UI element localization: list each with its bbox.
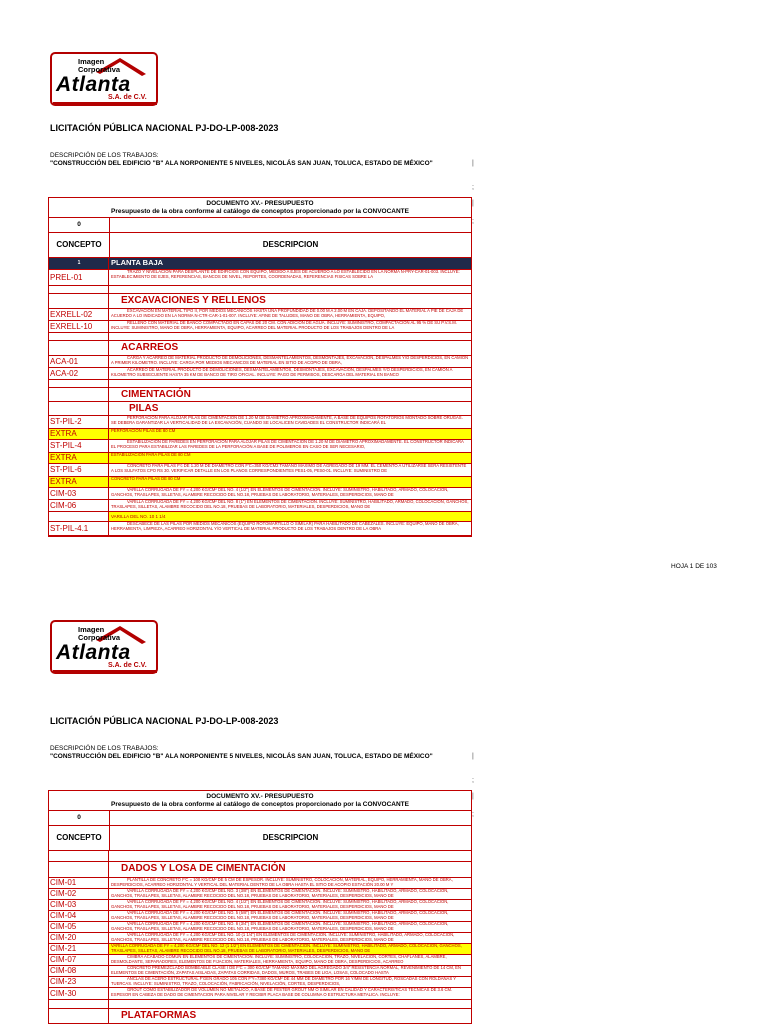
- concept-code: [49, 851, 109, 861]
- concept-code: [49, 402, 109, 415]
- concept-description: VARILLA CORRUGADA DE FY = 4,200 KG/CM² DEL NO. 12 (1 1/2") EN ELEMENTOS DE CIMENTACION. INCLUYE: SUMINISTRO, HABILITADO, ARMADO, COLOCACIÓN, GANCHOS, TRASLAPES, SILLETAS, ALAMBRE RECOCIDO DEL NO.18, PRUEBAS DE LABORATORIO, MATERIALES, DESPERDICIOS, MANO DE: [109, 944, 471, 954]
- concept-code: CIM-04: [49, 911, 109, 921]
- column-descripcion: DESCRIPCION: [262, 833, 319, 842]
- concept-code: CIM-06: [49, 500, 109, 511]
- column-concepto: CONCEPTO: [49, 826, 110, 850]
- table-row: [49, 933, 471, 944]
- concept-description: VARILLA CORRUGADA DE FY = 4,200 KG/CM² DEL NO. 4 (1/2") EN ELEMENTOS DE CIMENTACION. INCLUYE: SUMINISTRO, HABILITADO, ARMADO, COLOCACIÓN, GANCHOS, TRASLAPES, SILLETAS, ALAMBRE RECOCIDO DEL NO.18, PRUEBAS DE LABORATORIO, MATERIALES, DESPERDICIOS, MANO DE: [111, 488, 449, 497]
- concept-code: CIM-23: [49, 977, 109, 987]
- concept-description: ESTABILIZACION DE PAREDES EN PERFORACION PARA ALOJAR PILAS DE CIMENTACION DE 1.20 M DE DIAMETRO APROXIMADAMENTE. EL CONSTRUCTOR INDICARA EL PROCESO PARA ESTABILIZAR LAS PAREDES DE LA PERFORACIÓN A BASE DE POLIMEROS EN CASO DE SER NECESARIO,: [111, 440, 464, 449]
- concept-code: [49, 380, 109, 387]
- table-row: [49, 522, 471, 536]
- concept-description: VARILLA CORRUGADA DE FY = 4,200 KG/CM² DEL NO. 3 (3/8") EN ELEMENTOS DE CIMENTACION. INCLUYE: SUMINISTRO, HABILITADO, ARMADO, COLOCACIÓN, GANCHOS, TRASLAPES, SILLETAS, ALAMBRE RECOCIDO DEL NO.18, PRUEBAS DE LABORATORIO, MATERIALES, DESPERDICIOS, MANO DE: [111, 889, 449, 898]
- document-subtitle: Presupuesto de la obra conforme al catálogo de conceptos proporcionado por la CONVOCANTE: [111, 207, 409, 215]
- tender-title: LICITACIÓN PÚBLICA NACIONAL PJ-DO-LP-008-2023: [50, 716, 279, 726]
- works-description-label: DESCRIPCIÓN DE LOS TRABAJOS:: [50, 152, 159, 159]
- table-row: [49, 380, 471, 388]
- logo-text-atlanta: Atlanta: [56, 73, 131, 96]
- concept-code: EXRELL-10: [49, 321, 109, 332]
- concept-description: VARILLA CORRUGADA DE FY = 4,200 KG/CM² DEL NO. 4 (1/2") EN ELEMENTOS DE CIMENTACION. INCLUYE: SUMINISTRO, HABILITADO, ARMADO, COLOCACIÓN, GANCHOS, TRASLAPES, SILLETAS, ALAMBRE RECOCIDO DEL NO.18, PRUEBAS DE LABORATORIO, MATERIALES, DESPERDICIOS, MANO DE: [111, 900, 449, 909]
- logo-text-imagen: Imagen: [78, 57, 105, 66]
- concept-code: CIM-05: [49, 922, 109, 932]
- concept-description: VARILLA CORRUGADA DE FY = 4,200 KG/CM² DEL NO. 5 (5/8") EN ELEMENTOS DE CIMENTACION. INCLUYE: SUMINISTRO, HABILITADO, ARMADO, COLOCACIÓN, GANCHOS, TRASLAPES, SILLETAS, ALAMBRE RECOCIDO DEL NO.18, PRUEBAS DE LABORATORIO, MATERIALES, DESPERDICIOS, MANO DE: [111, 911, 449, 920]
- table-row: [49, 1000, 471, 1009]
- budget-table: [48, 197, 472, 537]
- document-title: DOCUMENTO XV.- PRESUPUESTO: [206, 793, 314, 800]
- table-row: [49, 464, 471, 477]
- concept-description: RELLENO CON MATERIAL DE BANCO COMPACTADO EN CAPAS DE 20 CM. CON ADICION DE AGUA. INCLUYE: SUMINISTRO, COMPACTACION AL 95 % DE SU P.V.S.M. INCLUYE: SUMINISTRO, MANO DE OBRA, HERRAMIENTA, EQUIPO, ACARREO DEL MATERIAL PRODUCTO DE LOS TRABAJOS DENTRO DE LA: [111, 321, 457, 330]
- tender-title: LICITACIÓN PÚBLICA NACIONAL PJ-DO-LP-008-2023: [50, 123, 279, 133]
- concept-code: CIM-03: [49, 900, 109, 910]
- table-row: [49, 977, 471, 988]
- side-mark: ;: [472, 777, 474, 784]
- concept-code: PREL-01: [49, 270, 109, 285]
- table-zero-row: [49, 218, 471, 233]
- concept-code: [49, 1009, 109, 1023]
- side-mark: |: [472, 160, 474, 167]
- concept-description: CIMBRA ACABADO COMUN EN ELEMENTOS DE CIMENTACION. INCLUYE: SUMINISTRO, COLOCACIÓN, TRAZO, NIVELACION, CORTES, CHAFLANES, ALAMBRE, DESMOLDANTE, SEPARADORES, ELEMENTOS DE FIJACION, MATERIALES, HERRAMIENTA, EQUIPO, MANO DE OBRA, DESPERDICIOS, ACARREO: [111, 955, 447, 964]
- section-heading: PLATAFORMAS: [121, 1010, 197, 1021]
- concept-description: [109, 1000, 471, 1008]
- concept-code: CIM-03: [49, 488, 109, 499]
- table-row: [49, 900, 471, 911]
- works-description: "CONSTRUCCIÓN DEL EDIFICIO "B" ALA NORPONIENTE 5 NIVELES, NICOLÁS SAN JUAN, TOLUCA, ESTADO DE MÉXICO": [50, 753, 433, 760]
- table-row: [49, 922, 471, 933]
- side-mark: |: [472, 753, 474, 760]
- table-row: [49, 453, 471, 464]
- table-row: [49, 851, 471, 862]
- table-row: [49, 1009, 471, 1024]
- concept-description: [109, 333, 471, 340]
- concept-code: [49, 341, 109, 355]
- concept-description: ANCLAS DE ACERO ESTRUCTURAL F'GEN GRADO 105 CON F'Y=7380 KG/CM² DE 44 MM DE DIAMETRO POR 16 Y/MM DE LONGITUD, ROSCADAS CON ROLDANAS Y TUERCAS. INCLUYE: SUMINISTRO, TRAZO, COLOCACIÓN, FABRICACIÓN, NIVELACIÓN, CORTES, DESPERDICIOS,: [111, 977, 456, 986]
- concept-code: ST-PIL-6: [49, 464, 109, 476]
- side-mark: ;: [472, 184, 474, 191]
- zero-value: 0: [49, 811, 110, 825]
- concept-code: EXRELL-02: [49, 309, 109, 320]
- document-subtitle: Presupuesto de la obra conforme al catálogo de conceptos proporcionado por la CONVOCANTE: [111, 800, 409, 808]
- concept-description: PLANTILLA DE CONCRETO F'C = 100 KG/CM² DE 5 CM DE ESPESOR. INCLUYE: SUMINISTRO, COLOCACIÓN, MATERIAL, EQUIPO, HERRAMIENTA, MANO DE OBRA, DESPERDICIOS, ACARREO HORIZONTAL Y VERTICAL DEL MATERIAL DENTRO DE LA OBRA HASTA EL SITIO DE ACOPIO ESTACIÓN 20.00 M Y: [111, 878, 453, 887]
- logo-text-corporativa: Corporativa: [78, 633, 121, 642]
- concept-code: EXTRA: [49, 477, 109, 487]
- table-row: [49, 356, 471, 368]
- logo-text-imagen: Imagen: [78, 625, 105, 634]
- concept-description: CONCRETO PARA PILAS DE 80 CM: [111, 477, 181, 481]
- works-description: "CONSTRUCCIÓN DEL EDIFICIO "B" ALA NORPONIENTE 5 NIVELES, NICOLÁS SAN JUAN, TOLUCA, ESTADO DE MÉXICO": [50, 160, 433, 167]
- side-mark: |: [472, 200, 474, 207]
- concept-description: DESCABECE DE LAS PILAS POR MEDIOS MECANICOS (EQUIPO ROTOMARTILLO O SIMILAR) PARA HABILITADO DE CABEZALES. INCLUYE: EQUIPO, MANO DE OBRA, HERRAMIENTA, LIMPIEZA, ACARREO HORIZONTAL Y/O VERTICAL DE MATERIAL PRODUCTO DE LOS TRABAJOS DENTRO DE LA OBRA: [111, 522, 459, 531]
- concept-description: VARILLA DEL NO. 10 1 1/4: [109, 512, 471, 521]
- table-row: [49, 878, 471, 889]
- side-mark: |: [472, 793, 474, 800]
- concept-code: CIM-08: [49, 966, 109, 976]
- concept-code: [49, 388, 109, 401]
- logo-text-sa: S.A. de C.V.: [108, 662, 147, 669]
- logo-text-sa: S.A. de C.V.: [108, 94, 147, 101]
- concept-description: VARILLA CORRUGADA DE FY = 4,200 KG/CM² DEL NO. 10 (1 1/4") EN ELEMENTOS DE CIMENTACION. INCLUYE: SUMINISTRO, HABILITADO, ARMADO, COLOCACIÓN, GANCHOS, TRASLAPES, SILLETAS, ALAMBRE RECOCIDO DEL NO.18, PRUEBAS DE LABORATORIO, MATERIALES, DESPERDICIOS, MANO DE: [111, 933, 455, 942]
- concept-code: [49, 294, 109, 308]
- concept-code: CIM-20: [49, 933, 109, 943]
- concept-code: [49, 333, 109, 340]
- document-title: DOCUMENTO XV.- PRESUPUESTO: [206, 200, 314, 207]
- table-row: [49, 988, 471, 1000]
- table-header: [49, 198, 471, 218]
- concept-code: ST-PIL-4: [49, 440, 109, 452]
- concept-code: ACA-02: [49, 368, 109, 379]
- table-row: [49, 286, 471, 294]
- table-row: [49, 911, 471, 922]
- concept-description: CONCRETO PARA PILAS F'c DE 1.20 M DE DIAMETRO CON F'C=350 KG/CM2 TAMAÑO MAXIMO DE AGREGADO DE 19 MM. EL CEMENTO A UTILIZARSE SERA RESISTENTE A LOS SULFATOS CPO RS 30. VERIFICAR DETALLE EN LOS PLANOS CORRESPONDIENTES PES1-05, PES0-01. INCLUYE: SUMINISTRO DE: [111, 464, 467, 473]
- company-logo: [50, 52, 160, 108]
- table-row: [49, 512, 471, 522]
- table-zero-row: [49, 811, 471, 826]
- table-row: [49, 966, 471, 977]
- table-row: [49, 341, 471, 356]
- table-row: [49, 258, 471, 270]
- concept-code: [49, 512, 109, 521]
- table-header: [49, 791, 471, 811]
- concept-code: CIM-21: [49, 944, 109, 954]
- table-row: [49, 321, 471, 333]
- section-heading: DADOS Y LOSA DE CIMENTACIÓN: [121, 863, 286, 874]
- zero-value: 0: [49, 218, 110, 232]
- concept-description: [109, 286, 471, 293]
- table-row: [49, 429, 471, 440]
- concept-description: GROUT COMO ESTABILIZADOR DE VOLUMEN NO METALICO, A BASE DE FESTER GROUT NM O SIMILAR EN CALIDAD Y CARACTERISTICAS TECNICAS DE 3.6 CM. ESPESOR EN CABEZA DE DADO DE CIMENTACION PARA NIVELAR Y RECIBIR PLACA BASE DE COLUMNA O ESTRUCTURA METALICA. INCLUYE:: [111, 988, 453, 997]
- table-row: [49, 440, 471, 453]
- column-headers: [49, 826, 471, 851]
- concept-description: VARILLA CORRUGADA DE FY = 4,200 KG/CM² DEL NO. 8 (1") EN ELEMENTOS DE CIMENTACION. INCLUYE: SUMINISTRO, HABILITADO, ARMADO, COLOCACIÓN, GANCHOS, TRASLAPES, SILLETAS, ALAMBRE RECOCIDO DEL NO.18, PRUEBAS DE LABORATORIO, MATERIALES, DESPERDICIOS, MANO DE: [111, 500, 469, 509]
- concept-code: ACA-01: [49, 356, 109, 367]
- column-headers: [49, 233, 471, 258]
- table-row: [49, 944, 471, 955]
- logo-text-atlanta: Atlanta: [56, 641, 131, 664]
- concept-description: [109, 380, 471, 387]
- concept-description: ESTABILIZACIÓN PARA PILAS DE 80 CM: [111, 453, 191, 457]
- section-heading: EXCAVACIONES Y RELLENOS: [121, 295, 266, 306]
- concept-code: EXTRA: [49, 453, 109, 463]
- concept-code: CIM-30: [49, 988, 109, 999]
- table-row: [49, 270, 471, 286]
- column-descripcion: DESCRIPCION: [262, 240, 319, 249]
- concept-code: [49, 862, 109, 877]
- table-body: [49, 851, 471, 1024]
- concept-code: ST-PIL-4.1: [49, 522, 109, 535]
- concept-description: EXCAVACION EN MATERIAL TIPO II, POR MEDIOS MECANICOS HASTA UNA PROFUNDIDAD DE 0.00 M A 2.00 M EN CAJA. DEPOSITANDO EL MATERIAL A PIE DE CAJA DE ACUERDO A LO INDICADO EN LA NORMA N-CTR-CAR-1-01-007. INCLUYE: AFINE DE TALUDES, MANO DE OBRA, HERRAMIENTA, EQUIPO,: [111, 309, 464, 318]
- table-row: [49, 368, 471, 380]
- table-row: [49, 416, 471, 429]
- side-mark: ;: [472, 218, 474, 225]
- concept-description: PERFORACION PARA ALOJAR PILAS DE CIMENTACION DE 1.20 M DE DIAMETRO APROXIMADAMENTE, A BASE DE EQUIPOS ROTATORIOS MONTADO SOBRE ORUGAS. SE DEBERA GARANTIZAR LA VERTICALIDAD DE LA EXCAVACIÓN, CUANDO SE LOCALICEN CAVIDADES EL CONSTRUCTOR INDICARÁ EL: [111, 416, 463, 425]
- concept-code: CIM-01: [49, 878, 109, 888]
- section-heading: ACARREOS: [121, 342, 179, 353]
- concept-description: CONCRETO PREMEZCLADO BOMBEABLE CLASE I DE F'C = 300 KG/CM² TAMAÑO MAXIMO DEL AGREGADO 3/4" RESISTENCIA NORMAL, REVENIMIENTO DE 14 CM, EN ELEMENTOS DE CIMENTACIÓN, ZAPATAS AISLADAS, ZAPATAS CORRIDAS, DADOS, MUROS, TRABES DE LIGA, LOSAS, COLOCADO HASTA: [111, 966, 461, 975]
- table-row: [49, 500, 471, 512]
- concept-description: TRAZO Y NIVELACION PARA DESPLANTE DE EDIFICIOS CON EQUIPO, MEDIDO A EJES DE ACUERDO A LO ESTABLECIDO EN LA NORMA N-PRY-CAR-01-003. INCLUYE: ESTABLECIMIENTO DE EJES, REFERENCIAS, BANCOS DE NIVEL, REPORTES, COORDENADAS, REFERENCIAS FISICAS SOBRE LA: [111, 270, 460, 279]
- table-row: [49, 402, 471, 416]
- concept-code: [49, 1000, 109, 1008]
- concept-description: [109, 851, 471, 861]
- table-row: [49, 488, 471, 500]
- section-heading: PLANTA BAJA: [111, 258, 164, 267]
- concept-code: CIM-02: [49, 889, 109, 899]
- logo-text-corporativa: Corporativa: [78, 65, 121, 74]
- table-row: [49, 955, 471, 966]
- table-body: [49, 258, 471, 536]
- section-heading: PILAS: [129, 403, 159, 414]
- table-row: [49, 889, 471, 900]
- section-heading: CIMENTACIÓN: [121, 389, 191, 400]
- concept-code: 1: [49, 258, 109, 269]
- column-concepto: CONCEPTO: [49, 233, 110, 257]
- page-counter: HOJA 1 DE 103: [671, 563, 717, 570]
- concept-code: [49, 286, 109, 293]
- works-description-label: DESCRIPCIÓN DE LOS TRABAJOS:: [50, 745, 159, 752]
- concept-description: VARILLA CORRUGADA DE FY = 4,200 KG/CM² DEL NO. 6 (3/4") EN ELEMENTOS DE CIMENTACION. INCLUYE: SUMINISTRO, HABILITADO, ARMADO, COLOCACIÓN, GANCHOS, TRASLAPES, SILLETAS, ALAMBRE RECOCIDO DEL NO.18, PRUEBAS DE LABORATORIO, MATERIALES, DESPERDICIOS, MANO DE: [111, 922, 449, 931]
- budget-table: [48, 790, 472, 1024]
- table-row: [49, 388, 471, 402]
- table-row: [49, 333, 471, 341]
- concept-description: ACARREO DE MATERIAL PRODUCTO DE DEMOLICIONES, DESMANTELAMIENTOS, DESMONTAJES, EXCAVACION, DESPALMES Y/O DESPERDICIOS, EN CAMION A KILOMETRO SUBSECUENTE HASTA 35 KM DE BANCO DE TIRO OFICIAL. INCLUYE: PAGO DE PERMISOS, DESCARGA DEL MATERIAL EN BANCO: [111, 368, 453, 377]
- side-mark: ;: [472, 811, 474, 818]
- concept-description: CARGA Y ACARREO DE MATERIAL PRODUCTO DE DEMOLICIONES, DESMANTELAMIENTOS, DESMONTAJES, EXCAVACION, DESPALMES Y/O DESPERDICIOS, EN CAMION A PRIMER KILOMETRO. INCLUYE: CARGA POR MEDIOS MECANICOS DE MATERIAL EN SITIO DE ACOPIO DE OBRA,: [111, 356, 469, 365]
- concept-description: PERFORACION PILAS DE 80 CM: [111, 429, 176, 433]
- table-row: [49, 862, 471, 878]
- company-logo: [50, 620, 160, 676]
- table-row: [49, 294, 471, 309]
- table-row: [49, 477, 471, 488]
- table-row: [49, 309, 471, 321]
- concept-code: ST-PIL-2: [49, 416, 109, 428]
- concept-code: CIM-07: [49, 955, 109, 965]
- concept-code: EXTRA: [49, 429, 109, 439]
